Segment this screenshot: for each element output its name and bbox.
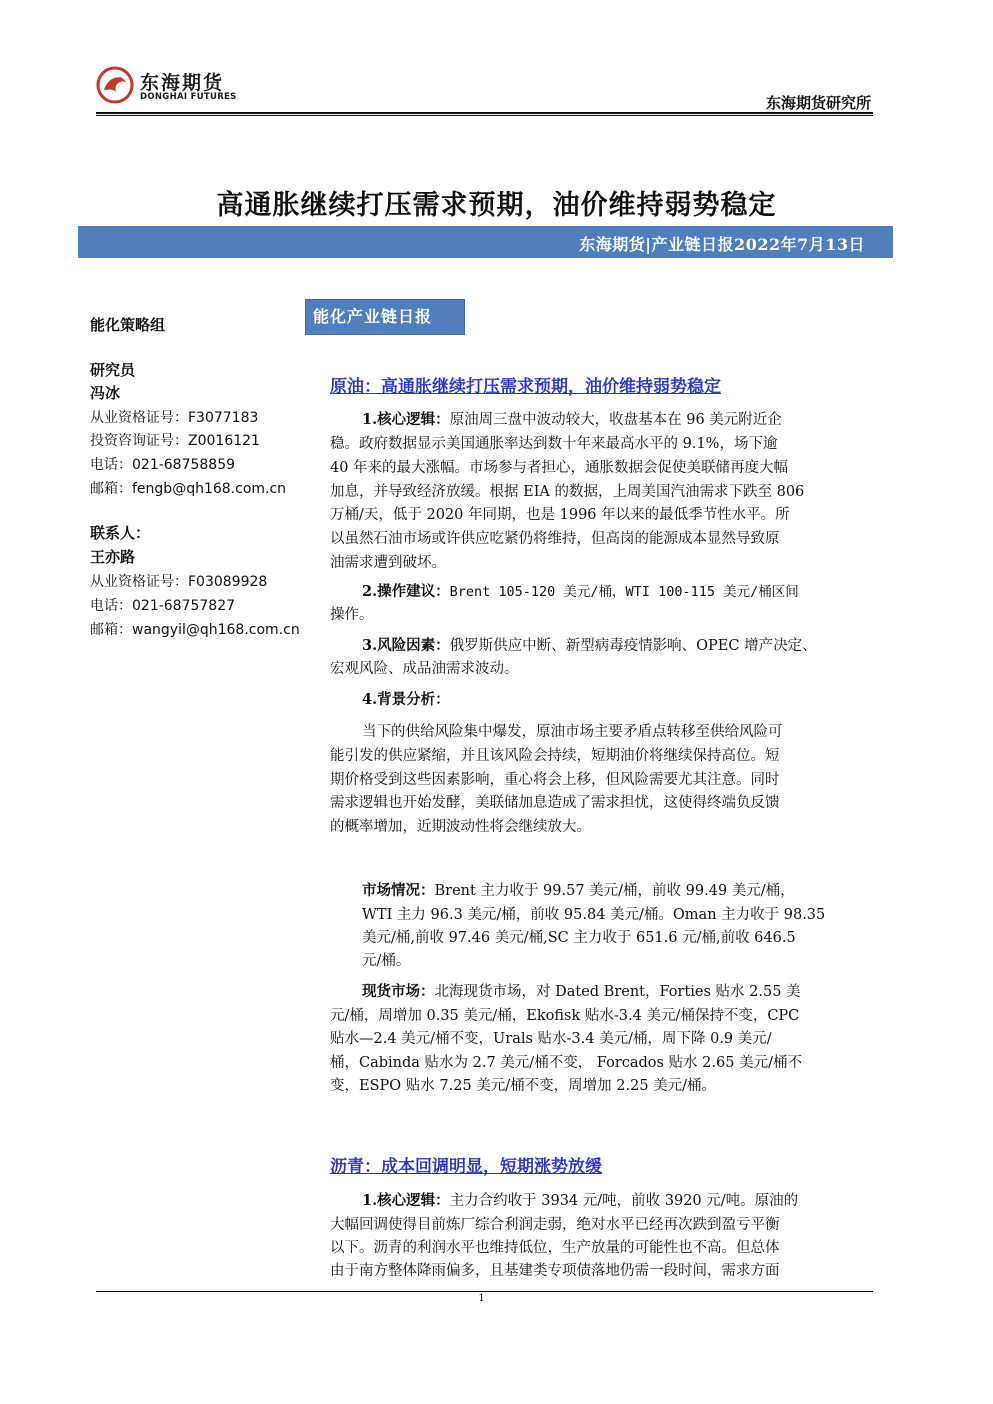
crude-p4-line: 期价格受到这些因素影响，重心将会上移，但风险需要尤其注意。同时 bbox=[330, 772, 780, 788]
crude-p4-line: 需求逻辑也开始发酵，美联储加息造成了需求担忧，这使得终端负反馈 bbox=[330, 795, 780, 811]
logo-english-name: DONGHAI FUTURES bbox=[140, 92, 237, 102]
institute-name: 东海期货研究所 bbox=[765, 94, 871, 112]
contact-label: 联系人： bbox=[90, 524, 151, 542]
tel-value: 021-68757827 bbox=[132, 598, 236, 614]
asphalt-p1-line: 1.核心逻辑：主力合约收于 3934 元/吨，前收 3920 元/吨。原油的 bbox=[362, 1192, 799, 1209]
crude-market-label: 市场情况： bbox=[362, 882, 435, 899]
cert-value: F3077183 bbox=[188, 410, 259, 426]
banner-text: 东海期货|产业链日报2022年7月13日 bbox=[579, 235, 865, 254]
crude-market-line: 美元/桶,前收 97.46 美元/桶,SC 主力收于 651.6 元/桶,前收 646.5 bbox=[362, 930, 796, 946]
contact-name: 王亦路 bbox=[90, 548, 136, 566]
crude-p2-line: 2.操作建议：Brent 105-120 美元/桶，WTI 100-115 美元/桶区间 bbox=[362, 583, 799, 600]
crude-p2-label: 2.操作建议： bbox=[362, 583, 450, 600]
asphalt-p1-label: 1.核心逻辑： bbox=[362, 1192, 450, 1209]
crude-p4-label: 4.背景分析： bbox=[362, 691, 450, 708]
cert-value: F03089928 bbox=[188, 574, 268, 590]
researcher-invest-row bbox=[90, 430, 260, 450]
report-title: 高通胀继续打压需求预期，油价维持弱势稳定 bbox=[216, 190, 777, 221]
asphalt-p1-line: 大幅回调使得目前炼厂综合利润走弱，绝对水平已经再次跌到盈亏平衡 bbox=[330, 1217, 780, 1233]
asphalt-heading[interactable]: 沥青：成本回调明显，短期涨势放缓 bbox=[330, 1157, 602, 1177]
crude-p1-line: 1.核心逻辑：原油周三盘中波动较大，收盘基本在 96 美元附近企 bbox=[362, 411, 782, 428]
header-divider bbox=[96, 112, 873, 114]
crude-spot-label: 现货市场： bbox=[362, 983, 435, 1000]
crude-p1-line: 万桶/天，低于 2020 年同期，也是 1996 年以来的最低季节性水平。所 bbox=[330, 507, 790, 523]
logo-chinese-name: 东海期货 bbox=[140, 72, 225, 94]
crude-p3-line: 3.风险因素：俄罗斯供应中断、新型病毒疫情影响、OPEC 增产决定、 bbox=[362, 637, 817, 654]
crude-p1-line: 稳。政府数据显示美国通胀率达到数十年来最高水平的 9.1%，场下逾 bbox=[330, 436, 778, 452]
section-tag: 能化产业链日报 bbox=[313, 307, 433, 326]
asphalt-p1-line: 由于南方整体降雨偏多，且基建类专项债落地仍需一段时间，需求方面 bbox=[330, 1263, 780, 1279]
crude-p4-line: 当下的供给风险集中爆发，原油市场主要矛盾点转移至供给风险可 bbox=[362, 724, 783, 740]
crude-p1-line: 油需求遭到破坏。 bbox=[330, 555, 446, 571]
crude-p1-line: 以虽然石油市场或许供应吃紧仍将维持，但高岗的能源成本显然导致原 bbox=[330, 531, 780, 547]
crude-p1-line: 40 年来的最大涨幅。市场参与者担心，通胀数据会促使美联储再度大幅 bbox=[330, 460, 789, 476]
tel-value: 021-68758859 bbox=[132, 457, 236, 473]
crude-spot-line: 元/桶，周增加 0.35 美元/桶，Ekofisk 贴水-3.4 美元/桶保持不变，CPC bbox=[330, 1008, 800, 1024]
crude-p4-line: 的概率增加，近期波动性将会继续放大。 bbox=[330, 819, 591, 835]
crude-p1-line: 加息，并导致经济放缓。根据 EIA 的数据，上周美国汽油需求下跌至 806 bbox=[330, 484, 805, 500]
crude-p3-label: 3.风险因素： bbox=[362, 637, 450, 654]
dragon-logo-icon bbox=[96, 66, 134, 104]
crude-market-line: WTI 主力 96.3 美元/桶，前收 95.84 美元/桶。Oman 主力收于 98.35 bbox=[362, 907, 826, 923]
asphalt-p1-line: 以下。沥青的利润水平也维持低位，生产放量的可能性也不高。但总体 bbox=[330, 1240, 780, 1256]
header-divider-thin bbox=[96, 115, 873, 116]
email-label: 邮箱： bbox=[90, 622, 132, 638]
crude-p4-line: 能引发的供应紧缩，并且该风险会持续，短期油价将继续保持高位。短 bbox=[330, 748, 780, 764]
researcher-cert-row bbox=[90, 407, 258, 427]
crude-spot-line: 现货市场：北海现货市场，对 Dated Brent，Forties 贴水 2.55 美 bbox=[362, 983, 801, 1000]
contact-cert-row bbox=[90, 571, 267, 591]
tel-label: 电话： bbox=[90, 457, 132, 473]
crude-market-line: 市场情况：Brent 主力收于 99.57 美元/桶，前收 99.49 美元/桶， bbox=[362, 882, 795, 899]
contact-tel-row bbox=[90, 595, 235, 615]
researcher-name: 冯冰 bbox=[90, 384, 121, 402]
researcher-email-row bbox=[90, 478, 286, 498]
strategy-group: 能化策略组 bbox=[90, 316, 166, 334]
crude-spot-line: 变，ESPO 贴水 7.25 美元/桶不变，周增加 2.25 美元/桶。 bbox=[330, 1078, 717, 1094]
crude-heading[interactable]: 原油：高通胀继续打压需求预期，油价维持弱势稳定 bbox=[330, 377, 721, 397]
email-value[interactable]: fengb@qh168.com.cn bbox=[132, 481, 287, 497]
researcher-tel-row bbox=[90, 454, 235, 474]
company-logo bbox=[96, 62, 236, 110]
invest-value: Z0016121 bbox=[188, 433, 260, 449]
crude-p3-line: 宏观风险、成品油需求波动。 bbox=[330, 661, 519, 677]
page-number: 1 bbox=[478, 1293, 485, 1304]
contact-email-row bbox=[90, 619, 300, 639]
crude-spot-line: 贴水—2.4 美元/桶不变，Urals 贴水-3.4 美元/桶，周下降 0.9 美元/ bbox=[330, 1031, 772, 1047]
crude-p2-line: 操作。 bbox=[330, 607, 374, 623]
email-label: 邮箱： bbox=[90, 481, 132, 497]
crude-p1-label: 1.核心逻辑： bbox=[362, 411, 450, 428]
cert-label: 从业资格证号： bbox=[90, 574, 188, 590]
crude-spot-line: 桶，Cabinda 贴水为 2.7 美元/桶不变， Forcados 贴水 2.65 美元/桶不 bbox=[330, 1055, 802, 1071]
cert-label: 从业资格证号： bbox=[90, 410, 188, 426]
email-value[interactable]: wangyil@qh168.com.cn bbox=[132, 622, 300, 638]
footer-divider bbox=[96, 1291, 873, 1292]
researcher-label: 研究员 bbox=[90, 361, 136, 379]
crude-market-line: 元/桶。 bbox=[362, 953, 411, 969]
tel-label: 电话： bbox=[90, 598, 132, 614]
invest-label: 投资咨询证号： bbox=[90, 433, 188, 449]
